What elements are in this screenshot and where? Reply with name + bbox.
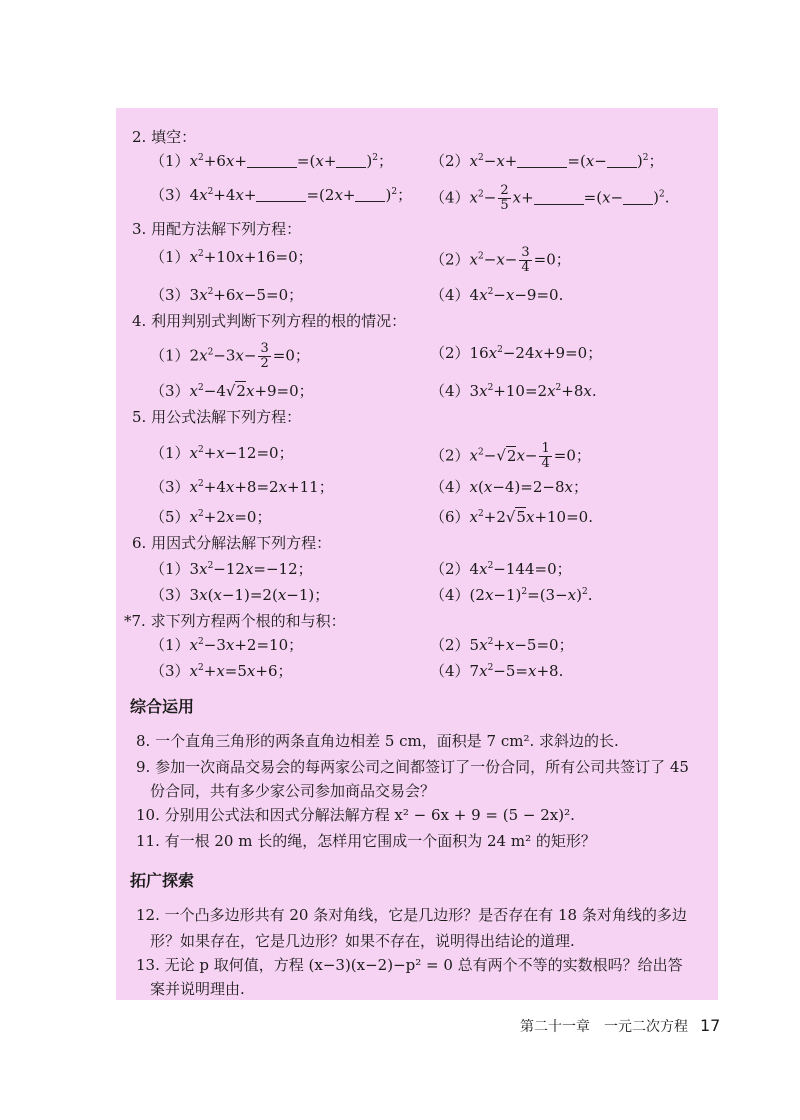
q4-heading: 4. 利用判别式判断下列方程的根的情况：	[132, 312, 407, 330]
footer-chapter: 第二十一章	[520, 1019, 590, 1035]
page-footer	[520, 1016, 720, 1036]
q7-heading: *7. 求下列方程两个根的和与积：	[124, 612, 346, 630]
q6-item-3: （3）3x(x−1)=2(x−1)；	[150, 586, 330, 604]
problem-13-line-1: 13. 无论 p 取何值，方程 (x−3)(x−2)−p² = 0 总有两个不等的实数根吗？给出答	[136, 956, 683, 974]
problem-13-line-2: 案并说明理由.	[150, 980, 245, 998]
exercise-panel	[116, 108, 718, 1000]
problem-11: 11. 有一根 20 m 长的绳，怎样用它围成一个面积为 24 m² 的矩形？	[136, 832, 596, 850]
q3-item-2: $(2)x^2-x-$ $\frac{3}{4}$ =0；	[430, 245, 571, 275]
q7-item-1: $(1)x^2-3x+2=10$；	[150, 636, 304, 654]
q5-item-2: $(2)x^2-√2x-$ $\frac{1}{4}$ =0；	[430, 441, 591, 471]
problem-10: 10. 分别用公式法和因式分解法解方程 x² − 6x + 9 = (5 − 2x)².	[136, 806, 575, 824]
q6-heading: 6. 用因式分解法解下列方程：	[132, 534, 332, 552]
q3-heading: 3. 用配方法解下列方程：	[132, 220, 302, 238]
q5-item-1: $(1)x^2+x-12=0$；	[150, 444, 294, 462]
q3-item-3: $(3)3x^2+6x-5=0$；	[150, 286, 304, 304]
q2-item-3: $(3)4x^2+4x+ =(2x+ )^2$；	[150, 186, 413, 204]
q6-item-2: $(2)4x^2-144=0$；	[430, 560, 572, 578]
q5-heading: 5. 用公式法解下列方程：	[132, 408, 302, 426]
problem-9-line-2: 份合同，共有多少家公司参加商品交易会？	[150, 782, 436, 800]
q2-item-4: $(4)x^2-$ $\frac{2}{5}$ $x+ =(x- )^2$.	[430, 183, 670, 213]
q3-item-1: $(1)x^2+10x+16=0$；	[150, 248, 313, 266]
q4-item-4: $(4)3x^2+10=2x^2+8x$.	[430, 382, 597, 400]
q6-item-1: $(1)3x^2-12x=-12$；	[150, 560, 313, 578]
q3-item-4: $(4)4x^2-x-9=0$.	[430, 286, 564, 304]
problem-9-line-1: 9. 参加一次商品交易会的每两家公司之间都签订了一份合同，所有公司共签订了 45	[136, 758, 689, 776]
problem-8: 8. 一个直角三角形的两条直角边相差 5 cm，面积是 7 cm². 求斜边的长.	[136, 732, 619, 750]
q5-item-3: $(3)x^2+4x+8=2x+11$；	[150, 478, 334, 496]
q4-item-2: $(2)16x^2-24x+9=0$；	[430, 344, 603, 362]
q7-item-4: $(4)7x^2-5=x+8$.	[430, 662, 564, 680]
q7-item-2: $(2)5x^2+x-5=0$；	[430, 636, 574, 654]
section-title-comprehensive: 综合运用	[130, 697, 195, 716]
problem-12-line-2: 形？如果存在，它是几边形？如果不存在，说明得出结论的道理.	[150, 932, 575, 950]
q2-item-1: $(1)x^2+6x+ =(x+ )^2$；	[150, 152, 393, 170]
q4-item-1: $(1)2x^2-3x-$ $\frac{3}{2}$ =0；	[150, 341, 310, 371]
q5-item-6: $(6)x^2+2√5x+10=0$.	[430, 508, 593, 526]
section-title-extension: 拓广探索	[130, 871, 195, 890]
q4-item-3: $(3)x^2-4√2x+9=0$；	[150, 382, 314, 400]
q5-item-5: $(5)x^2+2x=0$；	[150, 508, 272, 526]
problem-12-line-1: 12. 一个凸多边形共有 20 条对角线，它是几边形？是否存在有 18 条对角线的多边	[136, 906, 687, 924]
q2-heading: 2. 填空：	[132, 128, 197, 146]
q7-item-3: $(3)x^2+x=5x+6$；	[150, 662, 293, 680]
q5-item-4: （4）x(x−4)=2−8x；	[430, 478, 589, 496]
q2-item-2: $(2)x^2-x+ =(x- )^2$；	[430, 152, 664, 170]
page-number: 17	[700, 1016, 721, 1035]
q6-item-4: $(4)(2x-1)^2=(3-x)^2$.	[430, 586, 593, 604]
footer-chapter-title: 一元二次方程	[604, 1019, 688, 1035]
